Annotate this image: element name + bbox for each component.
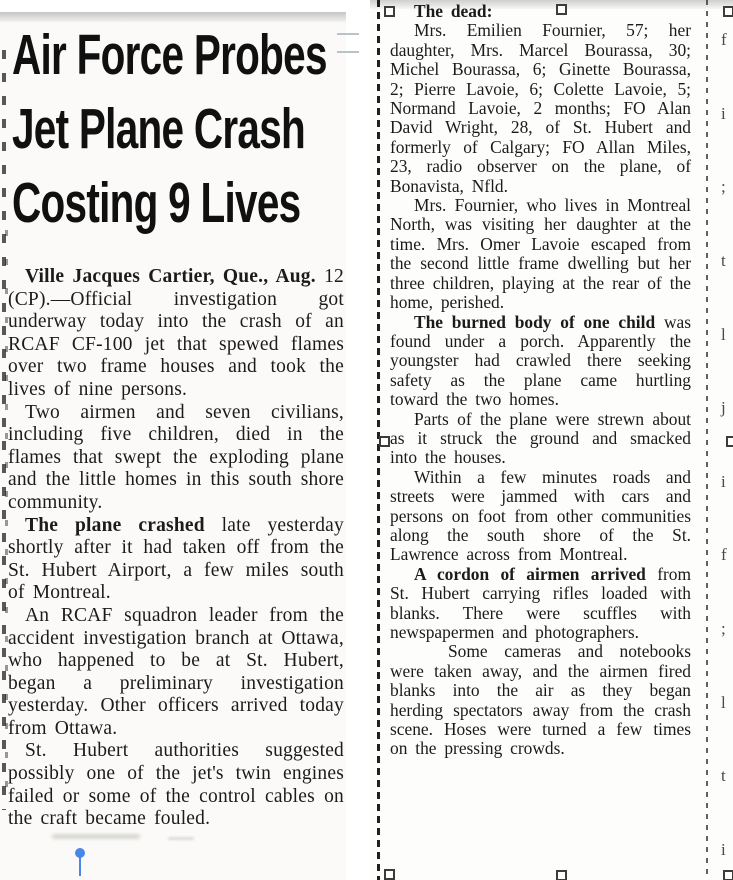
paragraph: Some cameras and notebooks were taken away, and the airmen fired blanks into the air as they began herding spectators away from the crash scene. Hoses were turned a few times on the pressing crowds. [390, 641, 691, 759]
selection-handle-top-left[interactable] [384, 6, 395, 17]
right-column-body [390, 2, 691, 759]
paragraph: The plane crashed late yesterday shortly after it had taken off from the St. Hubert Airport, a few miles south of Montreal. [8, 514, 344, 604]
paragraph: Within a few minutes roads and streets were jammed with cars and persons on foot from other communities along the south shore of the St. Lawrence across from Montreal. [390, 466, 691, 565]
the-dead-heading: The dead: [414, 1, 493, 21]
cut-off-text-fragments: f i ; t l j i f ; l t i [721, 30, 727, 859]
paragraph-lead: The plane crashed [25, 514, 205, 536]
headline-line-3: Costing 9 Lives [12, 171, 301, 235]
text-cursor-caret[interactable] [74, 847, 90, 877]
caret-stem [79, 855, 82, 876]
paragraph-victim-list: Mrs. Emilien Fournier, 57; her daughter, Mrs. Marcel Bourassa, 30; Michel Bourassa, 6; Ginette Bourassa, 2; Pierre Lavoie, 6; Colette Lavoie, 5; Normand Lavoie, 2 months; FO Alan David Wright, 28, of St. Hubert and formerly of Calgary; FO Allan Miles, 23, radio observer on the plane, of Bonavista, Nfld. [390, 20, 691, 196]
selection-handle-middle-left[interactable] [379, 436, 390, 447]
paragraph-lead: A cordon of airmen arrived [414, 563, 646, 584]
paragraph-lead: The burned body of one child [414, 311, 656, 332]
paragraph: Parts of the plane were strewn about as it struck the ground and smacked into the houses. [390, 408, 691, 468]
paragraph: Mrs. Fournier, who lives in Montreal North, was visiting her daughter at the time. Mrs. Omer Lavoie escaped from the second little frame dwelling but her three children, playing at the rear of the home, perished. [390, 195, 691, 313]
headline-line-1: Air Force Probes [12, 23, 327, 87]
paragraph: Two airmen and seven civilians, including five children, died in the flames that swept the exploding plane and the little homes in this south shore community. [8, 401, 344, 513]
paragraph: An RCAF squadron leader from the accident investigation branch at Ottawa, who happened to be at St. Hubert, began a preliminary investigation yesterday. Other officers arrived today from Ottawa. [8, 604, 344, 739]
selection-handle-bottom-right[interactable] [723, 870, 733, 880]
headline-line-2: Jet Plane Crash [12, 97, 306, 161]
scan-tick-mark [337, 51, 359, 53]
left-column-body [8, 266, 344, 831]
paragraph: The burned body of one child was found under a porch. Apparently the youngster had crawled there seeking safety as the plane came hurtling toward the two homes. [390, 311, 691, 410]
paragraph: A cordon of airmen arrived from St. Hubert carrying rifles loaded with blanks. There were scuffles with newspapermen and photographers. [390, 563, 691, 642]
selection-handle-top-middle[interactable] [556, 4, 567, 15]
scan-smudge [52, 834, 140, 839]
selection-handle-middle-right[interactable] [726, 436, 733, 447]
paragraph: St. Hubert authorities suggested possibly one of the jet's twin engines failed or some of the control cables on the craft became fouled. [8, 740, 344, 830]
column-rule-dashed [706, 0, 708, 880]
scan-smudge [168, 837, 194, 840]
article-headline [12, 18, 352, 240]
paragraph-dateline: Ville Jacques Cartier, Que., Aug. 12 (CP).—Official investigation got underway today into the crash of an RCAF CF-100 jet that spewed flames over two frame houses and took the lives of nine persons. [8, 266, 344, 400]
selection-handle-top-right[interactable] [723, 6, 733, 17]
selection-handle-bottom-middle[interactable] [556, 870, 567, 880]
scan-tick-mark [337, 33, 359, 35]
selection-handle-bottom-left[interactable] [384, 869, 395, 880]
dateline-lead: Ville Jacques Cartier, Que., Aug. [25, 266, 316, 287]
